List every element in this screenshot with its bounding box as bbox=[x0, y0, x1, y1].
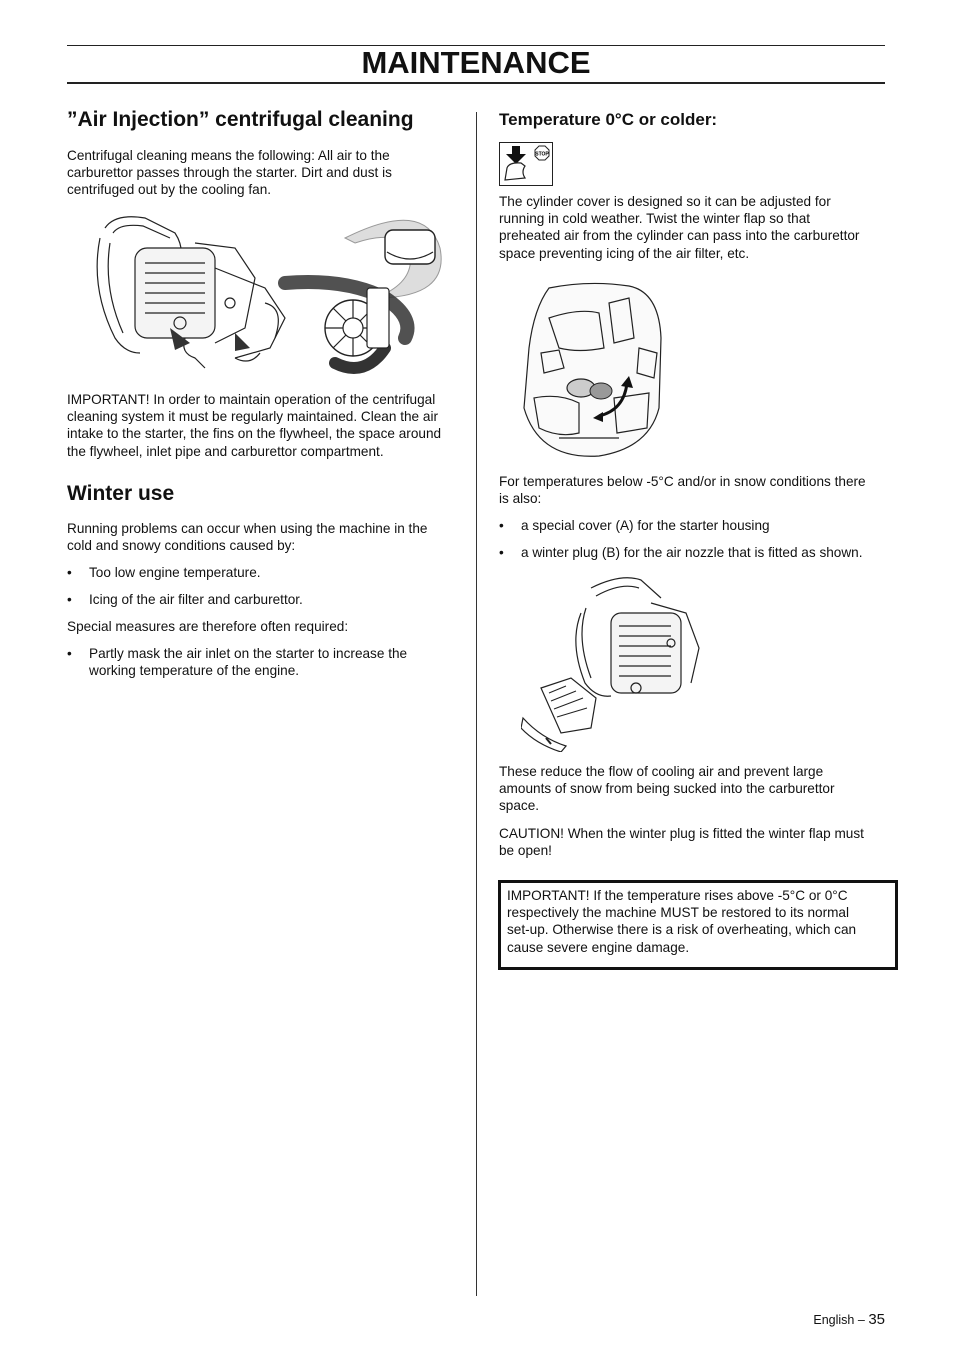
important-warning-box bbox=[498, 880, 898, 970]
centrifugal-cleaning-illustration bbox=[85, 208, 447, 383]
section-heading-winter-use: Winter use bbox=[67, 482, 175, 505]
cylinder-cover-winter-flap-illustration bbox=[519, 278, 667, 462]
page-number: 35 bbox=[868, 1311, 885, 1328]
footer-language: English bbox=[813, 1313, 855, 1327]
footer-separator: – bbox=[857, 1313, 865, 1327]
air-injection-intro: Centrifugal cleaning means the following: All air to the carburettor passes through the starter. Dirt and dust is centrifuged out by the cooling fan. bbox=[67, 148, 392, 198]
page-title: MAINTENANCE bbox=[361, 45, 591, 80]
air-injection-important: IMPORTANT! In order to maintain operation of the centrifugal cleaning system it must be regularly maintained. Clean the air intake to the starter, the fins on the flywheel, the space around the flywheel, inlet pipe and carburettor compartment. bbox=[67, 392, 442, 459]
reduce-flow-text: These reduce the flow of cooling air and prevent large amounts of snow from being sucked into the carburettor space. bbox=[499, 764, 835, 814]
winter-cover-and-plug-illustration bbox=[521, 568, 701, 752]
list-item: • Partly mask the air inlet on the starter to increase the working temperature of the engine. bbox=[67, 646, 408, 679]
special-measures-text: Special measures are therefore often required: bbox=[67, 619, 349, 634]
header-bottom-rule bbox=[67, 82, 885, 84]
section-heading-air-injection: ”Air Injection” centrifugal cleaning bbox=[67, 108, 414, 131]
page-footer bbox=[813, 1311, 885, 1328]
svg-text:STOP: STOP bbox=[535, 151, 549, 158]
below-minus5-text: For temperatures below -5°C and/or in snow conditions there is also: bbox=[499, 474, 866, 507]
winter-use-intro: Running problems can occur when using the machine in the cold and snowy conditions caused by: bbox=[67, 521, 428, 554]
warning-text: IMPORTANT! If the temperature rises above -5°C or 0°C respectively the machine MUST be restored to its normal set-up. Otherwise there is a risk of overheating, which can cause severe engine damage. bbox=[507, 888, 857, 955]
temperature-heading: Temperature 0°C or colder: bbox=[499, 110, 718, 129]
stop-engine-icon bbox=[499, 142, 553, 186]
cylinder-cover-text: The cylinder cover is designed so it can be adjusted for running in cold weather. Twist the winter flap so that preheated air from the cylinder can pass into the carburettor space preventing icing of the air filter, etc. bbox=[499, 194, 860, 261]
column-divider bbox=[476, 112, 477, 1296]
caution-text: CAUTION! When the winter plug is fitted the winter flap must be open! bbox=[499, 826, 864, 859]
